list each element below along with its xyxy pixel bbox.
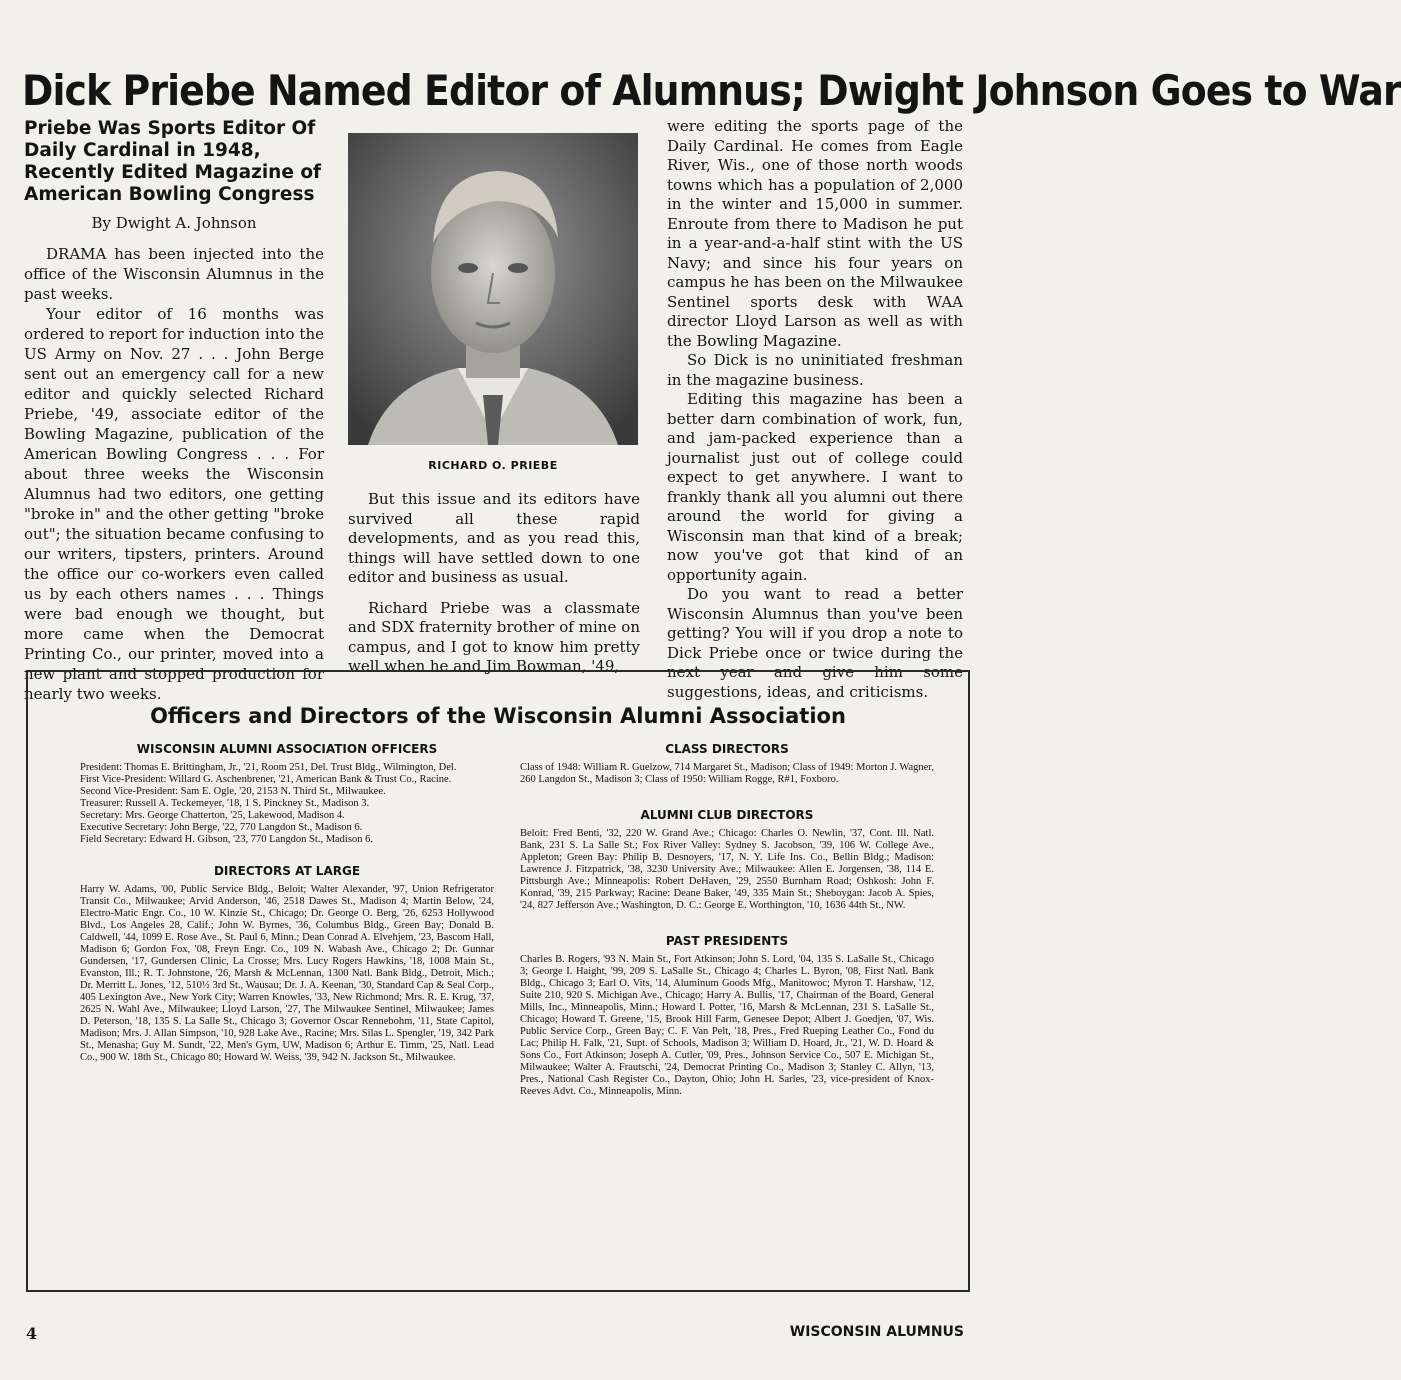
- portrait-figure: [348, 133, 638, 472]
- directors-heading: DIRECTORS AT LARGE: [213, 864, 361, 878]
- middle-column: [348, 490, 640, 677]
- box-title: Officers and Directors of the Wisconsin Alumni Association: [150, 704, 846, 728]
- officer-entry: Treasurer: Russell A. Teckemeyer, '18, 1 S. Pinckney St., Madison 3.: [80, 798, 370, 809]
- officers-heading: WISCONSIN ALUMNI ASSOCIATION OFFICERS: [136, 742, 438, 756]
- officer-entry: Second Vice-President: Sam E. Ogle, '20, 2153 N. Third St., Milwaukee.: [80, 786, 386, 797]
- officers-directors-box: [26, 670, 970, 1292]
- right-column: [667, 117, 963, 702]
- article-paragraph: Richard Priebe was a classmate and SDX fraternity brother of mine on campus, and I got to know him pretty well when he and Jim Bowman, '49,: [348, 598, 640, 675]
- article-paragraph: So Dick is no uninitiated freshman in the magazine business.: [667, 351, 963, 389]
- article-paragraph: Editing this magazine has been a better darn combination of work, fun, and jam-packed experience than a journalist just out of college could expect to get anywhere. I want to frankly thank all you alumni out there around the world for giving a Wisconsin man that kind of a break; now you've got that kind of an opportunity again.: [667, 390, 963, 584]
- directors-text: Harry W. Adams, '00, Public Service Bldg., Beloit; Walter Alexander, '97, Union Refrigerator Transit Co., Milwaukee; Arvid Anderson, '46, 2518 Dawes St., Madison 4; Martin Below, '24, Electro-Matic Engr. Co., 10 W. Kinzie St., Chicago; Dr. George O. Berg, '26, 6253 Hollywood Blvd., Los Angeles 28, Calif.; John W. Byrnes, '36, Columbus Bldg., Green Bay; Donald B. Caldwell, '44, 1099 E. Rose Ave., St. Paul 6, Minn.; Dean Conrad A. Elvehjem, '23, Bascom Hall, Madison 6; Gordon Fox, '08, Freyn Engr. Co., 109 N. Wabash Ave., Chicago 2; Dr. Gunnar Gundersen, '17, Gundersen Clinic, La Crosse; Mrs. Lucy Rogers Hawkins, '18, 1008 Main St., Evanston, Ill.; R. T. Johnstone, '26, Marsh & McLennan, 1300 Natl. Bank Bldg., Detroit, Mich.; Dr. Merritt L. Jones, '12, 510½ 3rd St., Wausau; Dr. J. A. Keenan, '30, Standard Cap & Seal Corp., 405 Lexington Ave., New York City; Warren Knowles, '33, New Richmond; Mrs. R. E. Krug, '37, 2625 N. Wahl Ave., Milwaukee; Lloyd Larson, '27, The Milwaukee Sentinel, Milwaukee; James D. Peterson, '18, 135 S. La Salle St., Chicago 3; Governor Oscar Rennebohm, '11, State Capitol, Madison; Mrs. J. Allan Simpson, '10, 928 Lake Ave., Racine; Mrs. Silas L. Spengler, '19, 342 Park St., Menasha; Guy M. Sundt, '22, Men's Gym, UW, Madison 6; Arthur E. Timm, '25, Natl. Lead Co., 900 W. 18th St., Chicago 80; Howard W. Weiss, '39, 942 N. Jackson St., Milwaukee.: [80, 884, 494, 1063]
- magazine-name: WISCONSIN ALUMNUS: [789, 1324, 964, 1340]
- officer-entry: Field Secretary: Edward H. Gibson, '23, 770 Langdon St., Madison 6.: [80, 834, 373, 845]
- article-paragraph: were editing the sports page of the Daily Cardinal. He comes from Eagle River, Wis., one of those north woods towns which has a population of 2,000 in the winter and 15,000 in summer. Enroute from there to Madison he put in a year-and-a-half stint with the US Navy; and since his four years on campus he has been on the Milwaukee Sentinel sports desk with WAA director Lloyd Larson as well as with the Bowling Magazine.: [667, 117, 963, 350]
- past-presidents-text: Charles B. Rogers, '93 N. Main St., Fort Atkinson; John S. Lord, '04, 135 S. LaSalle St., Chicago 3; George I. Haight, '99, 209 S. LaSalle St., Chicago 4; Charles L. Byron, '08, First Natl. Bank Bldg., Chicago 3; Earl O. Vits, '14, Aluminum Goods Mfg., Manitowoc; Myron T. Harshaw, '12, Suite 210, 920 S. Michigan Ave., Chicago; Harry A. Bullis, '17, Chairman of the Board, General Mills, Inc., Minneapolis, Minn.; Howard I. Potter, '16, Marsh & McLennan, 231 S. LaSalle St., Chicago; Howard T. Greene, '15, Brook Hill Farm, Genesee Depot; Albert J. Goedjen, '07, Wis. Public Service Corp., Green Bay; C. F. Van Pelt, '18, Pres., Fred Rueping Leather Co., Fond du Lac; Philip H. Falk, '21, Supt. of Schools, Madison 3; William D. Hoard, Jr., '21, W. D. Hoard & Sons Co., Fort Atkinson; Joseph A. Cutler, '09, Pres., Johnson Service Co., 507 E. Michigan St., Milwaukee; Walter A. Frautschi, '24, Democrat Printing Co., Madison 3; Stanley C. Allyn, '13, Pres., National Cash Register Co., Dayton, Ohio; John H. Sarles, '23, vice-president of Knox-Reeves Advt. Co., Minneapolis, Minn.: [520, 954, 934, 1097]
- officer-entry: Executive Secretary: John Berge, '22, 770 Langdon St., Madison 6.: [80, 822, 363, 833]
- left-column: [24, 118, 324, 704]
- subheadline: Priebe Was Sports Editor Of Daily Cardinal in 1948, Recently Edited Magazine of American Bowling Congress: [24, 118, 322, 205]
- class-directors-heading: CLASS DIRECTORS: [665, 742, 789, 756]
- class-directors-text: Class of 1948: William R. Guelzow, 714 Margaret St., Madison; Class of 1949: Morton J. Wagner, 260 Langdon St., Madison 3; Class of 1950: William Rogge, R#1, Foxboro.: [520, 762, 934, 785]
- page-number: 4: [26, 1324, 38, 1343]
- portrait-photo: [348, 133, 638, 445]
- box-left-column: [80, 742, 494, 1064]
- article-paragraph: DRAMA has been injected into the office of the Wisconsin Alumnus in the past weeks.: [24, 245, 324, 303]
- headline: Dick Priebe Named Editor of Alumnus; Dwight Johnson Goes to War: [22, 66, 1401, 115]
- article-paragraph: Do you want to read a better Wisconsin Alumnus than you've been getting? You will if you drop a note to Dick Priebe once or twice during the next year and give him some suggestions, ideas, and criticisms.: [667, 585, 963, 701]
- past-presidents-heading: PAST PRESIDENTS: [665, 934, 789, 948]
- byline: By Dwight A. Johnson: [91, 214, 257, 232]
- officer-entry: Secretary: Mrs. George Chatterton, '25, Lakewood, Madison 4.: [80, 810, 345, 821]
- photo-caption: RICHARD O. PRIEBE: [428, 459, 558, 472]
- club-directors-text: Beloit: Fred Benti, '32, 220 W. Grand Ave.; Chicago: Charles O. Newlin, '37, Cont. Ill. Natl. Bank, 231 S. La Salle St.; Fox River Valley: Sydney S. Jacobson, '39, 106 W. College Ave., Appleton; Green Bay: Philip B. Desnoyers, '17, N. Y. Life Ins. Co., Bellin Bldg.; Madison: Lawrence J. Fitzpatrick, '38, 3230 University Ave.; Milwaukee: Allen E. Jorgensen, '38, 114 E. Pittsburgh Ave.; Minneapolis: Robert DeHaven, '29, 2550 Burnham Road; Oshkosh: John F. Konrad, '39, 215 Parkway; Racine: Deane Baker, '49, 335 Main St.; Sheboygan: Jacob A. Spies, '24, 827 Jefferson Ave.; Washington, D. C.: George E. Worthington, '10, 1636 44th St., NW.: [520, 828, 934, 911]
- article-paragraph: But this issue and its editors have survived all these rapid developments, and as you read this, things will have settled down to one editor and business as usual.: [348, 490, 640, 586]
- officer-entry: President: Thomas E. Brittingham, Jr., '21, Room 251, Del. Trust Bldg., Wilmington, Del.: [80, 762, 457, 773]
- officer-entry: First Vice-President: Willard G. Aschenbrener, '21, American Bank & Trust Co., Racine.: [80, 774, 452, 785]
- club-directors-heading: ALUMNI CLUB DIRECTORS: [640, 808, 814, 822]
- article-paragraph: Your editor of 16 months was ordered to report for induction into the US Army on Nov. 27 . . . John Berge sent out an emergency call for a new editor and quickly selected Richard Priebe, '49, associate editor of the Bowling Magazine, publication of the American Bowling Congress . . . For about three weeks the Wisconsin Alumnus had two editors, one getting "broke in" and the other getting "broke out"; the situation became confusing to our writers, tipsters, printers. Around the office our co-workers even called us by each others names . . . Things were bad enough we thought, but more came when the Democrat Printing Co., our printer, moved into a new plant and stopped production for nearly two weeks.: [24, 305, 324, 703]
- box-right-column: [520, 742, 934, 1098]
